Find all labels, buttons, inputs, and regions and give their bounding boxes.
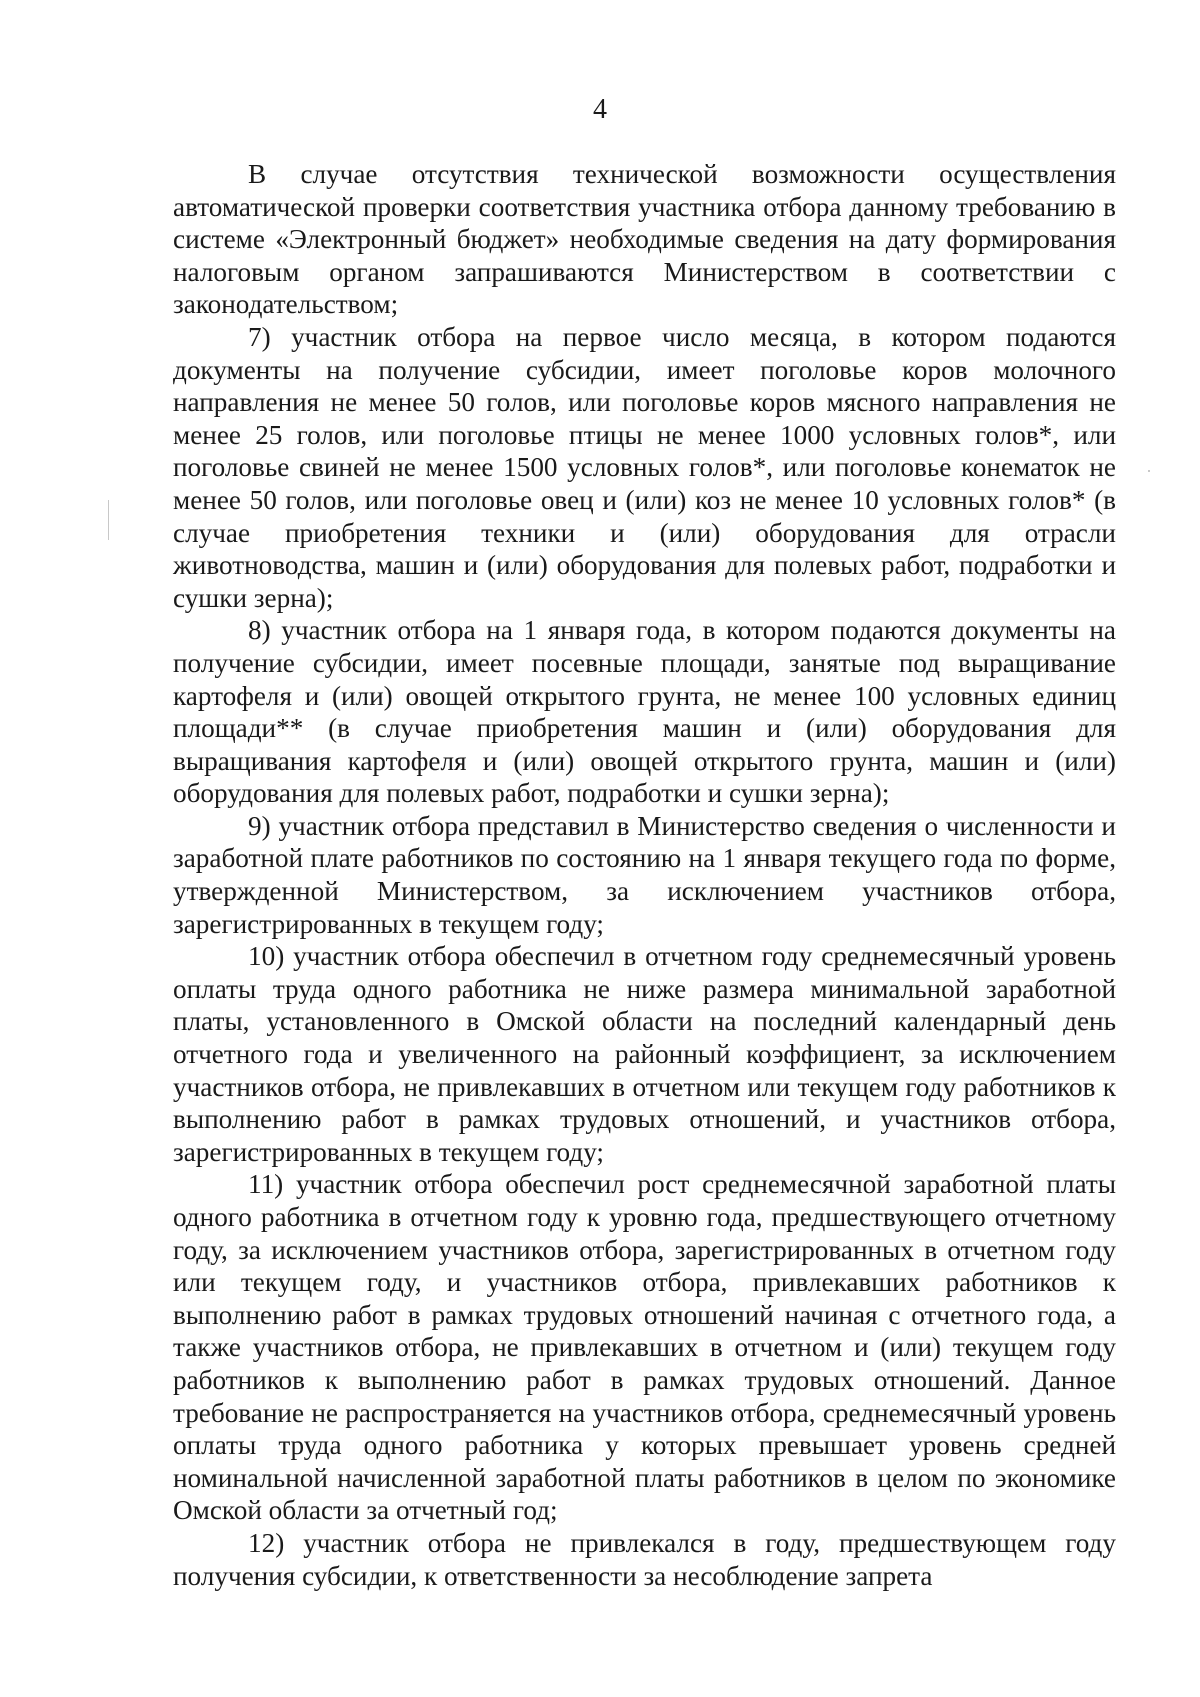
paragraph-item-8: 8) участник отбора на 1 января года, в котором подаются документы на получение субсидии, имеет посевные площади, занятые под выращивание картофеля и (или) овощей открытого грунта, не менее 100 условных единиц площади** (в случае приобретения машин и (или) оборудования для выращивания картофеля и (или) овощей открытого грунта, машин и (или) оборудования для полевых работ, подработки и сушки зерна); bbox=[173, 615, 1116, 809]
paragraph-item-9: 9) участник отбора представил в Министерство сведения о численности и заработной плате работников по состоянию на 1 января текущего года по форме, утвержденной Министерством, за исключением участников отбора, зарегистрированных в текущем году; bbox=[173, 810, 1116, 939]
paragraph-item-11: 11) участник отбора обеспечил рост среднемесячной заработной платы одного работника в отчетном году к уровню года, предшествующего отчетному году, за исключением участников отбора, зарегистрированных в отчетном году или текущем году, и участников отбора, привлекавших работников к выполнению работ в рамках трудовых отношений начиная с отчетного года, а также участников отбора, не привлекавших в отчетном и (или) текущем году работников к выполнению работ в рамках трудовых отношений. Данное требование не распространяется на участников отбора, среднемесячный уровень оплаты труда одного работника у которых превышает уровень средней номинальной начисленной заработной платы работников в целом по экономике Омской области за отчетный год; bbox=[173, 1169, 1116, 1526]
scan-artifact-left bbox=[108, 500, 109, 540]
document-body bbox=[173, 158, 1116, 1592]
paragraph-item-7: 7) участник отбора на первое число месяца, в котором подаются документы на получение субсидии, имеет поголовье коров молочного направления не менее 50 голов, или поголовье коров мясного направления не менее 25 голов, или поголовье птицы не менее 1000 условных голов*, или поголовье свиней не менее 1500 условных голов*, или поголовье конематок не менее 50 голов, или поголовье овец и (или) коз не менее 10 условных голов* (в случае приобретения техники и (или) оборудования для отрасли животноводства, машин и (или) оборудования для полевых работ, подработки и сушки зерна); bbox=[173, 321, 1116, 613]
page-number: 4 bbox=[593, 94, 607, 125]
scan-artifact-right bbox=[1148, 470, 1150, 472]
paragraph-item-10: 10) участник отбора обеспечил в отчетном году среднемесячный уровень оплаты труда одного работника не ниже размера минимальной заработной платы, установленного в Омской области на последний календарный день отчетного года и увеличенного на районный коэффициент, за исключением участников отбора, не привлекавших в отчетном или текущем году работников к выполнению работ в рамках трудовых отношений, и участников отбора, зарегистрированных в текущем году; bbox=[173, 941, 1116, 1167]
paragraph-item-12: 12) участник отбора не привлекался в году, предшествующем году получения субсидии, к ответственности за несоблюдение запрета bbox=[173, 1527, 1116, 1591]
paragraph-tech-check: В случае отсутствия технической возможности осуществления автоматической проверки соответствия участника отбора данному требованию в системе «Электронный бюджет» необходимые сведения на дату формирования налоговым органом запрашиваются Министерством в соответствии с законодательством; bbox=[173, 159, 1116, 320]
